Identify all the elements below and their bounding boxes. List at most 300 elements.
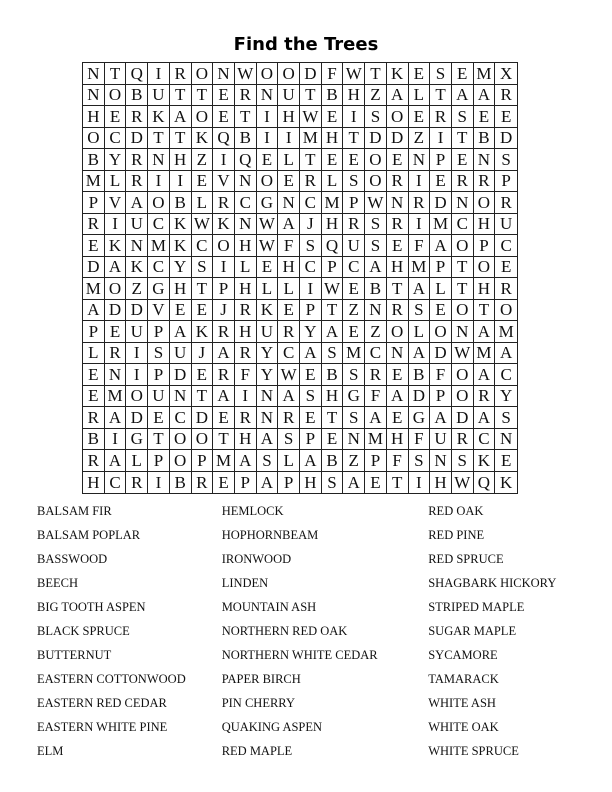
grid-letter-cell: B	[170, 472, 192, 494]
grid-letter-cell: L	[192, 192, 214, 214]
word-list	[37, 499, 597, 763]
grid-letter-cell: E	[430, 171, 452, 193]
grid-letter-cell: C	[300, 192, 322, 214]
grid-letter-cell: U	[495, 214, 517, 236]
grid-letter-cell: M	[409, 257, 431, 279]
grid-letter-cell: L	[409, 321, 431, 343]
grid-letter-cell: A	[105, 450, 127, 472]
grid-letter-cell: R	[474, 386, 496, 408]
grid-letter-cell: H	[387, 429, 409, 451]
grid-letter-cell: O	[257, 171, 279, 193]
grid-letter-cell: S	[365, 106, 387, 128]
grid-letter-cell: D	[430, 343, 452, 365]
grid-letter-cell: D	[409, 386, 431, 408]
grid-letter-cell: A	[105, 407, 127, 429]
word-list-item: EASTERN WHITE PINE	[37, 720, 168, 734]
grid-letter-cell: R	[235, 300, 257, 322]
grid-letter-cell: N	[170, 386, 192, 408]
grid-letter-cell: S	[257, 450, 279, 472]
grid-letter-cell: B	[365, 278, 387, 300]
grid-letter-cell: R	[126, 472, 148, 494]
grid-letter-cell: T	[148, 128, 170, 150]
word-list-item: MOUNTAIN ASH	[221, 600, 317, 614]
grid-letter-cell: Y	[257, 343, 279, 365]
grid-letter-cell: R	[170, 63, 192, 85]
grid-letter-cell: W	[452, 343, 474, 365]
grid-letter-cell: A	[474, 85, 496, 107]
grid-letter-cell: E	[278, 171, 300, 193]
grid-letter-cell: I	[148, 171, 170, 193]
grid-letter-cell: E	[343, 278, 365, 300]
grid-letter-cell: N	[452, 192, 474, 214]
grid-letter-cell: O	[105, 278, 127, 300]
grid-letter-cell: M	[105, 386, 127, 408]
grid-letter-cell: D	[495, 128, 517, 150]
grid-letter-cell: D	[105, 300, 127, 322]
word-list-item: BALSAM POPLAR	[37, 528, 141, 542]
grid-letter-cell: U	[126, 321, 148, 343]
grid-letter-cell: E	[192, 364, 214, 386]
grid-letter-cell: N	[105, 364, 127, 386]
grid-letter-cell: E	[148, 407, 170, 429]
grid-letter-cell: M	[365, 429, 387, 451]
grid-letter-cell: A	[213, 386, 235, 408]
grid-letter-cell: A	[278, 214, 300, 236]
grid-letter-cell: W	[322, 278, 344, 300]
grid-letter-cell: L	[235, 257, 257, 279]
grid-letter-cell: N	[213, 63, 235, 85]
grid-letter-cell: E	[387, 149, 409, 171]
grid-letter-cell: R	[213, 321, 235, 343]
grid-letter-cell: P	[322, 257, 344, 279]
grid-letter-cell: C	[495, 364, 517, 386]
grid-letter-cell: D	[365, 128, 387, 150]
grid-letter-cell: R	[126, 149, 148, 171]
grid-letter-cell: K	[170, 235, 192, 257]
grid-letter-cell: Z	[126, 278, 148, 300]
grid-letter-cell: C	[235, 192, 257, 214]
grid-letter-cell: E	[83, 386, 105, 408]
grid-letter-cell: S	[365, 235, 387, 257]
grid-letter-cell: U	[148, 85, 170, 107]
grid-letter-cell: R	[126, 171, 148, 193]
grid-letter-cell: U	[343, 235, 365, 257]
grid-letter-cell: H	[235, 429, 257, 451]
grid-letter-cell: A	[365, 407, 387, 429]
grid-letter-cell: P	[148, 321, 170, 343]
grid-letter-cell: O	[365, 149, 387, 171]
grid-letter-cell: E	[409, 106, 431, 128]
grid-letter-cell: H	[300, 472, 322, 494]
grid-letter-cell: I	[257, 128, 279, 150]
grid-letter-cell: R	[126, 106, 148, 128]
grid-letter-cell: P	[430, 386, 452, 408]
grid-letter-cell: L	[278, 278, 300, 300]
grid-letter-cell: A	[343, 472, 365, 494]
grid-letter-cell: S	[430, 63, 452, 85]
grid-letter-cell: E	[343, 321, 365, 343]
grid-letter-cell: A	[300, 450, 322, 472]
grid-letter-cell: I	[148, 63, 170, 85]
grid-letter-cell: Q	[322, 235, 344, 257]
word-list-item: NORTHERN RED OAK	[221, 624, 348, 638]
grid-letter-cell: N	[343, 429, 365, 451]
grid-letter-cell: R	[409, 192, 431, 214]
grid-letter-cell: N	[235, 214, 257, 236]
grid-letter-cell: I	[257, 106, 279, 128]
grid-letter-cell: Q	[126, 63, 148, 85]
grid-letter-cell: R	[387, 300, 409, 322]
grid-letter-cell: T	[192, 386, 214, 408]
grid-letter-cell: K	[213, 214, 235, 236]
grid-letter-cell: I	[213, 257, 235, 279]
grid-letter-cell: O	[170, 429, 192, 451]
word-list-column-1	[37, 499, 222, 763]
grid-letter-cell: C	[452, 214, 474, 236]
grid-letter-cell: S	[343, 364, 365, 386]
grid-letter-cell: I	[213, 149, 235, 171]
grid-letter-cell: Q	[235, 149, 257, 171]
grid-letter-cell: N	[474, 149, 496, 171]
grid-letter-cell: O	[192, 106, 214, 128]
grid-letter-cell: A	[278, 386, 300, 408]
grid-letter-cell: S	[300, 386, 322, 408]
grid-letter-cell: O	[474, 257, 496, 279]
grid-letter-cell: O	[365, 171, 387, 193]
grid-letter-cell: C	[300, 257, 322, 279]
grid-letter-cell: K	[500, 472, 513, 492]
grid-letter-cell: R	[495, 85, 517, 107]
grid-letter-cell: R	[495, 278, 517, 300]
grid-letter-cell: M	[213, 450, 235, 472]
grid-letter-cell: I	[126, 364, 148, 386]
grid-letter-cell: P	[430, 149, 452, 171]
grid-letter-cell: Z	[365, 85, 387, 107]
grid-letter-cell: F	[387, 450, 409, 472]
grid-letter-cell: P	[148, 364, 170, 386]
word-list-item: SYCAMORE	[428, 648, 498, 662]
grid-letter-cell: R	[278, 407, 300, 429]
grid-letter-cell: N	[257, 407, 279, 429]
grid-letter-cell: F	[322, 63, 344, 85]
word-list-item: BLACK SPRUCE	[37, 624, 130, 638]
word-list-item: EASTERN RED CEDAR	[37, 696, 167, 710]
word-list-column-2	[222, 499, 429, 763]
grid-letter-cell: R	[278, 321, 300, 343]
word-list-item: BEECH	[37, 576, 78, 590]
grid-letter-cell: E	[452, 149, 474, 171]
grid-letter-cell: R	[387, 214, 409, 236]
grid-letter-cell: B	[322, 85, 344, 107]
grid-letter-cell: L	[83, 343, 105, 365]
grid-letter-cell: T	[300, 149, 322, 171]
grid-letter-cell: C	[192, 235, 214, 257]
grid-letter-cell: G	[148, 278, 170, 300]
grid-letter-cell: Y	[300, 321, 322, 343]
grid-letter-cell: P	[83, 192, 105, 214]
grid-letter-cell: D	[430, 192, 452, 214]
grid-letter-cell: A	[213, 343, 235, 365]
grid-letter-cell: E	[105, 106, 127, 128]
grid-letter-cell: L	[126, 450, 148, 472]
grid-letter-cell: Q	[474, 472, 496, 494]
grid-letter-cell: I	[105, 214, 127, 236]
grid-letter-cell: S	[322, 343, 344, 365]
grid-letter-cell: A	[387, 85, 409, 107]
grid-letter-cell: W	[300, 106, 322, 128]
grid-letter-cell: Z	[343, 450, 365, 472]
grid-letter-cell: E	[257, 149, 279, 171]
grid-letter-cell: T	[170, 128, 192, 150]
grid-letter-cell: P	[278, 472, 300, 494]
grid-letter-cell: P	[213, 278, 235, 300]
grid-letter-cell: A	[409, 278, 431, 300]
grid-letter-cell: O	[105, 85, 127, 107]
grid-letter-cell: B	[322, 364, 344, 386]
grid-letter-cell: R	[235, 343, 257, 365]
grid-letter-cell: B	[83, 149, 105, 171]
grid-letter-cell: N	[148, 149, 170, 171]
word-list-item: PAPER BIRCH	[221, 672, 301, 686]
grid-letter-cell: R	[105, 343, 127, 365]
grid-letter-cell: R	[83, 214, 105, 236]
grid-letter-cell: E	[213, 472, 235, 494]
grid-letter-cell: W	[452, 472, 474, 494]
grid-letter-cell: R	[474, 171, 496, 193]
grid-letter-cell: T	[192, 278, 214, 300]
grid-letter-cell: K	[192, 128, 214, 150]
grid-letter-cell: D	[83, 257, 105, 279]
word-list-item: RED MAPLE	[221, 744, 293, 758]
grid-letter-cell: O	[430, 321, 452, 343]
grid-letter-cell: P	[235, 472, 257, 494]
grid-letter-cell: C	[474, 429, 496, 451]
grid-letter-cell: H	[235, 278, 257, 300]
grid-letter-cell: C	[148, 257, 170, 279]
grid-letter-cell: I	[343, 106, 365, 128]
grid-letter-cell: S	[322, 472, 344, 494]
grid-letter-cell: G	[126, 429, 148, 451]
grid-letter-cell: S	[278, 429, 300, 451]
word-list-item: STRIPED MAPLE	[428, 600, 525, 614]
grid-letter-cell: N	[83, 63, 105, 85]
grid-letter-cell: F	[235, 364, 257, 386]
word-list-item: HEMLOCK	[221, 504, 284, 518]
grid-letter-cell: T	[452, 257, 474, 279]
grid-letter-cell: L	[409, 85, 431, 107]
grid-letter-cell: O	[387, 321, 409, 343]
word-list-item: ELM	[37, 744, 64, 758]
grid-letter-cell: M	[343, 343, 365, 365]
grid-letter-cell: E	[213, 106, 235, 128]
grid-letter-cell: G	[343, 386, 365, 408]
grid-letter-cell: E	[83, 235, 105, 257]
word-list-item: WHITE OAK	[428, 720, 499, 734]
grid-letter-cell: S	[300, 235, 322, 257]
grid-letter-cell: T	[300, 85, 322, 107]
grid-letter-cell: E	[343, 149, 365, 171]
grid-letter-cell: Y	[170, 257, 192, 279]
grid-letter-cell: Q	[213, 128, 235, 150]
grid-letter-cell: A	[105, 257, 127, 279]
grid-letter-cell: H	[235, 321, 257, 343]
grid-letter-cell: P	[495, 171, 517, 193]
grid-letter-cell: M	[430, 214, 452, 236]
grid-letter-cell: N	[235, 171, 257, 193]
grid-letter-cell: E	[192, 171, 214, 193]
grid-letter-cell: I	[170, 171, 192, 193]
word-list-item: BASSWOOD	[37, 552, 108, 566]
grid-letter-cell: T	[192, 85, 214, 107]
grid-letter-cell: O	[126, 386, 148, 408]
grid-letter-cell: N	[126, 235, 148, 257]
grid-letter-cell: H	[83, 106, 105, 128]
grid-letter-cell: Z	[192, 149, 214, 171]
grid-letter-cell: E	[192, 300, 214, 322]
word-list-item: BIG TOOTH ASPEN	[37, 600, 146, 614]
grid-letter-cell: K	[148, 106, 170, 128]
grid-letter-cell: A	[257, 429, 279, 451]
grid-letter-cell: J	[300, 214, 322, 236]
grid-letter-cell: B	[474, 128, 496, 150]
word-list-item: QUAKING ASPEN	[221, 720, 323, 734]
grid-letter-cell: M	[495, 321, 517, 343]
grid-letter-cell: C	[105, 472, 127, 494]
grid-letter-cell: E	[170, 300, 192, 322]
grid-letter-cell: I	[278, 128, 300, 150]
grid-letter-cell: S	[409, 300, 431, 322]
grid-letter-cell: R	[83, 407, 105, 429]
grid-letter-cell: K	[170, 214, 192, 236]
word-list-item: SHAGBARK HICKORY	[428, 576, 557, 590]
grid-letter-cell: B	[409, 364, 431, 386]
grid-letter-cell: R	[343, 214, 365, 236]
grid-letter-cell: L	[257, 278, 279, 300]
grid-letter-cell: H	[278, 257, 300, 279]
grid-letter-cell: C	[495, 235, 517, 257]
grid-letter-cell: L	[430, 278, 452, 300]
grid-letter-cell: P	[430, 257, 452, 279]
grid-letter-cell: N	[409, 149, 431, 171]
grid-letter-cell: V	[213, 171, 235, 193]
grid-letter-cell: W	[192, 214, 214, 236]
grid-letter-cell: I	[235, 386, 257, 408]
grid-letter-cell: H	[235, 235, 257, 257]
grid-letter-cell: L	[105, 171, 127, 193]
grid-letter-cell: E	[452, 63, 474, 85]
page-title: Find the Trees	[233, 34, 379, 55]
word-list-item: WHITE SPRUCE	[428, 744, 519, 758]
grid-letter-cell: R	[235, 407, 257, 429]
grid-letter-cell: O	[192, 429, 214, 451]
grid-letter-cell: H	[343, 85, 365, 107]
grid-letter-cell: T	[235, 106, 257, 128]
grid-letter-cell: O	[83, 128, 105, 150]
grid-letter-cell: O	[278, 63, 300, 85]
grid-letter-cell: V	[105, 192, 127, 214]
grid-letter-cell: F	[365, 386, 387, 408]
grid-letter-cell: T	[343, 128, 365, 150]
grid-letter-cell: R	[387, 171, 409, 193]
word-list-item: WHITE ASH	[428, 696, 496, 710]
grid-letter-cell: N	[452, 321, 474, 343]
grid-letter-cell: P	[300, 429, 322, 451]
grid-letter-cell: E	[322, 429, 344, 451]
grid-letter-cell: L	[322, 171, 344, 193]
grid-letter-cell: E	[213, 85, 235, 107]
grid-letter-cell: Y	[105, 149, 127, 171]
grid-letter-cell: E	[387, 364, 409, 386]
grid-letter-cell: F	[430, 364, 452, 386]
grid-letter-cell: B	[235, 128, 257, 150]
grid-letter-cell: B	[126, 85, 148, 107]
grid-letter-cell: H	[83, 472, 105, 494]
grid-letter-cell: O	[213, 235, 235, 257]
grid-letter-cell: T	[148, 429, 170, 451]
grid-letter-cell: W	[343, 63, 365, 85]
grid-letter-cell: A	[235, 450, 257, 472]
grid-letter-cell: A	[83, 300, 105, 322]
grid-letter-cell: C	[278, 343, 300, 365]
grid-letter-cell: D	[126, 407, 148, 429]
grid-letter-cell: R	[235, 85, 257, 107]
grid-letter-cell: R	[300, 171, 322, 193]
grid-letter-cell: N	[387, 343, 409, 365]
grid-letter-cell: E	[213, 407, 235, 429]
grid-letter-cell: R	[430, 106, 452, 128]
grid-letter-cell: Y	[257, 364, 279, 386]
word-list-item: LINDEN	[221, 576, 269, 590]
grid-letter-cell: T	[322, 300, 344, 322]
grid-letter-cell: R	[213, 192, 235, 214]
grid-letter-cell: E	[105, 321, 127, 343]
grid-letter-cell: N	[430, 450, 452, 472]
grid-letter-cell: S	[148, 343, 170, 365]
grid-letter-cell: T	[322, 407, 344, 429]
grid-letter-cell: B	[83, 429, 105, 451]
grid-letter-cell: O	[474, 192, 496, 214]
grid-letter-cell: M	[83, 278, 105, 300]
grid-letter-cell: S	[495, 407, 517, 429]
grid-letter-cell: H	[387, 257, 409, 279]
grid-letter-cell: E	[409, 63, 431, 85]
grid-letter-cell: C	[148, 214, 170, 236]
grid-letter-cell: E	[365, 472, 387, 494]
grid-letter-cell: T	[430, 85, 452, 107]
grid-letter-cell: H	[170, 278, 192, 300]
grid-letter-cell: V	[148, 300, 170, 322]
grid-letter-cell: E	[257, 257, 279, 279]
grid-letter-cell: E	[495, 257, 517, 279]
grid-letter-cell: J	[213, 300, 235, 322]
word-search-grid	[82, 62, 518, 494]
grid-letter-cell: A	[387, 386, 409, 408]
grid-letter-cell: N	[387, 192, 409, 214]
grid-letter-cell: I	[105, 429, 127, 451]
grid-letter-cell: S	[495, 149, 517, 171]
grid-letter-cell: O	[452, 364, 474, 386]
grid-letter-cell: T	[452, 278, 474, 300]
grid-letter-cell: S	[452, 106, 474, 128]
grid-letter-cell: A	[300, 343, 322, 365]
grid-letter-cell: H	[474, 214, 496, 236]
word-list-item: IRONWOOD	[221, 552, 292, 566]
grid-letter-cell: O	[257, 63, 279, 85]
grid-letter-cell: K	[105, 235, 127, 257]
grid-letter-cell: P	[343, 192, 365, 214]
word-list-item: BUTTERNUT	[37, 648, 112, 662]
grid-letter-cell: C	[105, 128, 127, 150]
